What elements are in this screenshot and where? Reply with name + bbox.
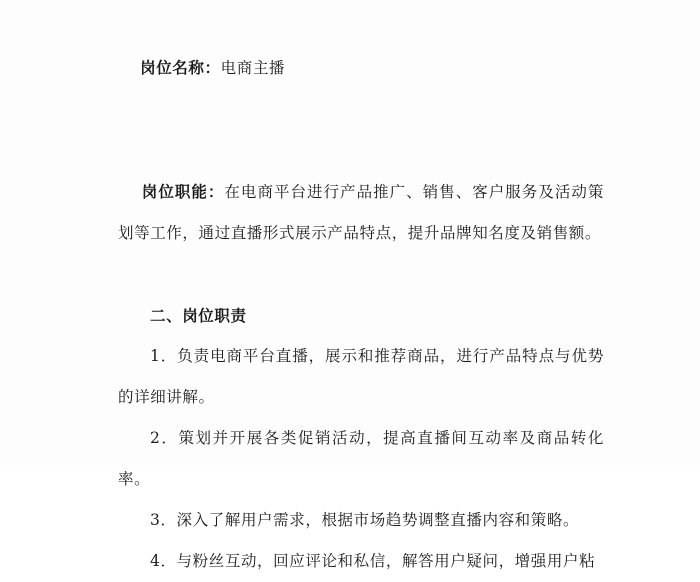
section-heading-duties: 二、岗位职责 bbox=[150, 306, 247, 325]
job-title-paragraph bbox=[118, 6, 604, 130]
duty-item-3: 3．深入了解用户需求，根据市场趋势调整直播内容和策略。 bbox=[150, 511, 580, 529]
duty-item-2: 2．策划并开展各类促销活动，提高直播间互动率及商品转化率。 bbox=[118, 429, 604, 488]
job-function-label: 岗位职能： bbox=[141, 182, 225, 201]
job-title-label: 岗位名称： bbox=[140, 58, 221, 77]
job-function-value: 在电商平台进行产品推广、销售、客户服务及活动策划等工作，通过直播形式展示产品特点，提升品牌知名度及销售额。 bbox=[118, 183, 604, 242]
job-function-paragraph bbox=[118, 130, 604, 295]
duty-item-4: 4．与粉丝互动，回应评论和私信，解答用户疑问，增强用户粘 bbox=[150, 552, 596, 570]
job-title-value: 电商主播 bbox=[220, 59, 286, 77]
duty-item-1: 1．负责电商平台直播，展示和推荐商品，进行产品特点与优势的详细讲解。 bbox=[118, 347, 604, 406]
